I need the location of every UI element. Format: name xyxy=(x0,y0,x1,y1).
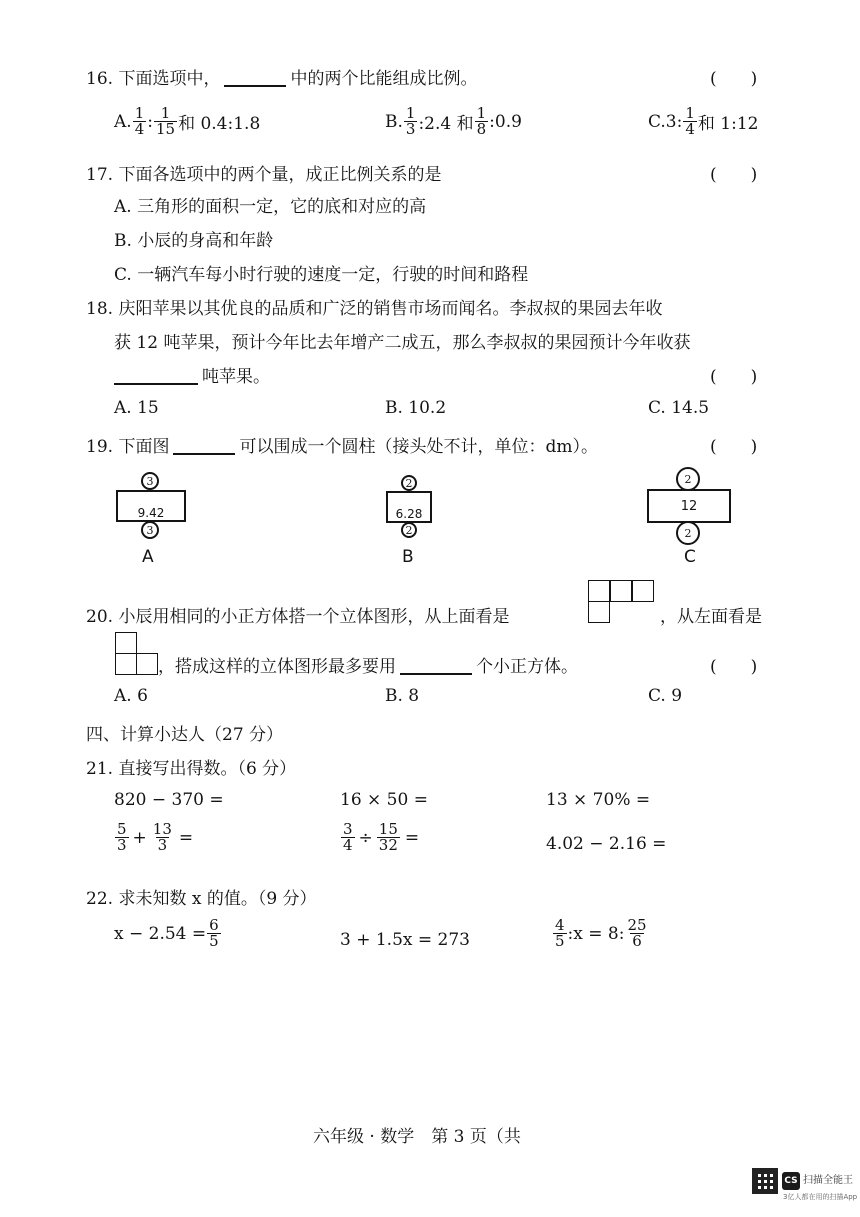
colon: : xyxy=(147,111,153,132)
q18-line3 xyxy=(114,362,270,387)
option-text: 和 1:12 xyxy=(697,114,759,134)
numerator: 1 xyxy=(685,104,695,122)
q16-answer-paren[interactable]: ( ) xyxy=(710,69,758,89)
bottom-circle: 2 xyxy=(676,521,700,545)
numerator: 6 xyxy=(209,916,219,934)
numerator: 15 xyxy=(378,820,398,838)
q22-expr-3 xyxy=(552,918,650,949)
numerator: 1 xyxy=(405,104,416,122)
cube-square xyxy=(115,653,137,675)
numerator: 13 xyxy=(152,820,172,838)
q21-stem: 21. 直接写出得数。（6 分） xyxy=(86,759,297,779)
denominator: 8 xyxy=(476,120,487,138)
top-circle: 3 xyxy=(141,472,159,490)
figure-c-label: C xyxy=(684,547,696,567)
numerator: 5 xyxy=(117,820,127,838)
denominator: 5 xyxy=(209,932,219,950)
q20-answer-paren[interactable]: ( ) xyxy=(710,657,758,677)
fraction xyxy=(377,822,400,853)
lateral-rectangle xyxy=(647,489,731,523)
denominator: 15 xyxy=(155,120,176,138)
q22-stem: 22. 求未知数 x 的值。（9 分） xyxy=(86,889,317,909)
page-footer: 六年级 · 数学 第 3 页（共 xyxy=(313,1127,521,1147)
cs-logo-icon: CS xyxy=(782,1172,800,1190)
denominator: 3 xyxy=(405,120,416,138)
q16-stem-text-b: 中的两个比能组成比例。 xyxy=(290,69,478,89)
expr-text: x − 2.54 = xyxy=(114,923,207,944)
option-label: C.3: xyxy=(648,111,683,132)
q19-stem-text-a: 19. 下面图 xyxy=(86,437,170,457)
q18-line1: 18. 庆阳苹果以其优良的品质和广泛的销售市场而闻名。李叔叔的果园去年收 xyxy=(86,299,663,319)
fraction xyxy=(133,106,147,137)
denominator: 32 xyxy=(378,836,398,854)
q20-option-b: B. 8 xyxy=(385,686,420,706)
numerator: 1 xyxy=(160,104,171,122)
equals: = xyxy=(404,827,420,848)
q22-expr-1 xyxy=(114,918,222,949)
fraction xyxy=(207,918,221,949)
denominator: 4 xyxy=(134,120,145,138)
option-label: A. xyxy=(114,111,132,132)
q16-stem-text-a: 16. 下面选项中， xyxy=(86,69,221,89)
q17-option-c: C. 一辆汽车每小时行驶的速度一定，行驶的时间和路程 xyxy=(114,265,529,285)
rect-length: 9.42 xyxy=(137,506,165,520)
q16-option-c xyxy=(648,106,759,137)
figure-a-label: A xyxy=(142,547,154,567)
q20-option-a: A. 6 xyxy=(114,686,148,706)
bottom-circle: 3 xyxy=(141,521,159,539)
q21-expr-3: 13 × 70% = xyxy=(546,790,651,810)
q17-option-a: A. 三角形的面积一定，它的底和对应的高 xyxy=(114,197,427,217)
q21-expr-6: 4.02 − 2.16 = xyxy=(546,834,667,854)
fraction xyxy=(404,106,418,137)
denominator: 4 xyxy=(685,120,695,138)
answer-blank[interactable] xyxy=(400,655,472,675)
q20-stem-b: ，从左面看是 xyxy=(660,607,762,627)
top-circle: 2 xyxy=(676,467,700,491)
option-text: :2.4 和 xyxy=(418,114,474,134)
q18-answer-paren[interactable]: ( ) xyxy=(710,367,758,387)
q17-stem: 17. 下面各选项中的两个量，成正比例关系的是 xyxy=(86,165,442,185)
q16-stem xyxy=(86,64,477,89)
q18-option-b: B. 10.2 xyxy=(385,398,447,418)
cube-square xyxy=(632,580,654,602)
denominator: 3 xyxy=(117,836,127,854)
q21-expr-1: 820 − 370 = xyxy=(114,790,224,810)
cube-square xyxy=(588,601,610,623)
qr-code-icon xyxy=(752,1168,778,1194)
expr-text: :x = 8: xyxy=(567,923,625,944)
answer-blank[interactable] xyxy=(173,435,235,455)
lateral-rectangle xyxy=(116,490,186,522)
numerator: 1 xyxy=(476,104,487,122)
rect-length: 12 xyxy=(680,498,698,514)
q17-option-b: B. 小辰的身高和年龄 xyxy=(114,231,274,251)
option-text: :0.9 xyxy=(489,111,522,132)
denominator: 5 xyxy=(555,932,565,950)
fraction xyxy=(154,106,177,137)
q20-stem-text-c: ，搭成这样的立体图形最多要用 xyxy=(158,657,396,677)
fraction xyxy=(553,918,567,949)
fraction xyxy=(475,106,489,137)
lateral-rectangle xyxy=(386,491,432,523)
numerator: 25 xyxy=(627,916,647,934)
numerator: 3 xyxy=(343,820,353,838)
numerator: 4 xyxy=(555,916,565,934)
equals: = xyxy=(178,827,194,848)
fraction xyxy=(683,106,697,137)
q18-line2: 获 12 吨苹果，预计今年比去年增产二成五，那么李叔叔的果园预计今年收获 xyxy=(114,333,691,353)
bottom-circle: 2 xyxy=(401,522,417,538)
cube-square xyxy=(136,653,158,675)
denominator: 3 xyxy=(157,836,168,854)
fraction xyxy=(115,822,129,853)
q22-expr-2: 3 + 1.5x = 273 xyxy=(340,930,470,950)
q21-expr-4 xyxy=(114,822,193,853)
option-text: 和 0.4:1.8 xyxy=(178,114,261,134)
q21-expr-2: 16 × 50 = xyxy=(340,790,428,810)
q20-stem-text-d: 个小正方体。 xyxy=(476,657,578,677)
operator: + xyxy=(132,827,147,848)
fraction xyxy=(341,822,355,853)
operator: ÷ xyxy=(358,827,373,848)
q18-line3-text: 吨苹果。 xyxy=(202,367,270,387)
answer-blank[interactable] xyxy=(224,67,286,87)
rect-length: 6.28 xyxy=(395,507,423,521)
q19-stem-text-b: 可以围成一个圆柱（接头处不计，单位：dm）。 xyxy=(239,437,598,457)
q16-option-b xyxy=(385,106,522,137)
q18-option-c: C. 14.5 xyxy=(648,398,710,418)
watermark-title: 扫描全能王 xyxy=(803,1175,853,1186)
section-title: 四、计算小达人（27 分） xyxy=(86,725,284,745)
cube-square xyxy=(115,632,137,654)
fraction xyxy=(625,918,648,949)
q18-option-a: A. 15 xyxy=(114,398,159,418)
fraction xyxy=(151,822,174,853)
watermark-subtitle: 3亿人都在用的扫描App xyxy=(783,1193,858,1201)
figure-b-label: B xyxy=(402,547,414,567)
q20-stem-line2 xyxy=(158,652,578,677)
cube-square xyxy=(610,580,632,602)
q17-answer-paren[interactable]: ( ) xyxy=(710,165,758,185)
option-label: B. xyxy=(385,111,403,132)
q19-stem xyxy=(86,432,598,457)
q16-option-a xyxy=(114,106,260,137)
answer-blank[interactable] xyxy=(114,365,198,385)
q20-stem-a: 20. 小辰用相同的小正方体搭一个立体图形，从上面看是 xyxy=(86,607,510,627)
cube-square xyxy=(588,580,610,602)
q20-option-c: C. 9 xyxy=(648,686,683,706)
denominator: 6 xyxy=(632,932,642,950)
q19-answer-paren[interactable]: ( ) xyxy=(710,437,758,457)
denominator: 4 xyxy=(343,836,353,854)
numerator: 1 xyxy=(134,104,145,122)
top-circle: 2 xyxy=(401,475,417,491)
q21-expr-5 xyxy=(340,822,419,853)
